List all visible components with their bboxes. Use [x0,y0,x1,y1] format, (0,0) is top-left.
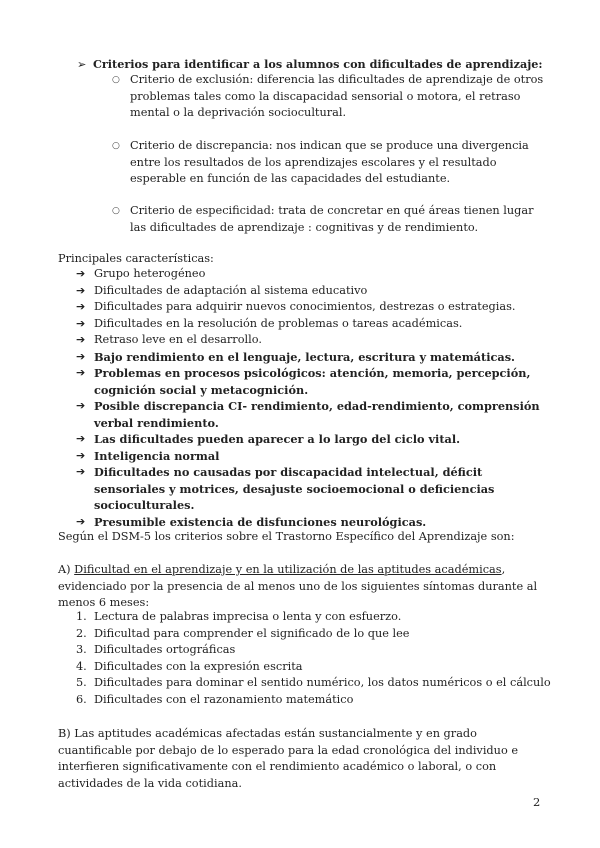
arrow-right-icon: ➔ [76,267,86,280]
list-item [76,514,556,531]
arrow-right-icon: ➔ [76,333,86,346]
list-item [76,365,556,398]
list-item [76,692,556,709]
page-number: 2 [533,795,541,809]
section-a-rest: , evidenciado por la presencia de al menos uno de los siguientes síntomas durante al menos 6 meses: [58,563,538,609]
list-item [76,431,556,448]
dsm-intro: Según el DSM-5 los criterios sobre el Trastorno Específico del Aprendizaje son: [58,530,515,543]
symptoms-list [76,609,556,708]
list-item [76,316,556,333]
characteristic-text: Dificultades no causadas por discapacidad intelectual, déficit sensoriales y motrices, desajuste socioemocional o deficiencias socioculturales. [94,465,495,512]
criteria-heading-text: Criterios para identificar a los alumnos con dificultades de aprendizaje: [93,57,543,71]
symptom-text: Dificultades con la expresión escrita [94,659,303,673]
arrow-right-icon: ➔ [76,448,86,462]
criteria-list [112,203,552,236]
arrow-right-icon: ➔ [76,432,86,445]
list-number: 2. [76,626,87,640]
characteristic-text: Bajo rendimiento en el lenguaje, lectura, escritura y matemáticas. [94,349,515,364]
arrow-right-icon: ➔ [76,366,86,379]
criterion-text: Criterio de especificidad: trata de concretar en qué áreas tienen lugar las dificultades de aprendizaje : cognitivas y de rendimiento. [130,204,534,234]
symptom-text: Dificultades con el razonamiento matemático [94,692,354,706]
symptom-text: Dificultad para comprender el significado de lo que lee [94,626,410,640]
arrow-right-icon: ➔ [76,316,86,330]
characteristic-text: Retraso leve en el desarrollo. [94,333,262,346]
criteria-list [112,138,552,188]
section-a [58,562,548,612]
list-number: 3. [76,643,87,656]
circle-bullet-icon: ○ [112,141,120,151]
list-item [112,203,552,236]
arrow-right-icon: ➔ [76,300,86,313]
list-number: 6. [76,692,87,706]
list-item [76,642,556,659]
circle-bullet-icon: ○ [112,206,120,216]
circle-bullet-icon: ○ [112,75,120,85]
list-number: 4. [76,659,87,673]
criteria-heading [77,56,557,74]
section-a-underlined: Dificultad en el aprendizaje y en la utilización de las aptitudes académicas [74,563,502,576]
list-number: 5. [76,676,87,689]
list-item [76,299,556,316]
symptom-text: Lectura de palabras imprecisa o lenta y con esfuerzo. [94,610,402,623]
section-a-prefix: A) [58,563,75,576]
arrow-right-icon: ➔ [76,465,86,478]
list-item [112,72,552,122]
characteristic-text: Dificultades en la resolución de problemas o tareas académicas. [94,316,463,330]
characteristic-text: Grupo heterogéneo [94,267,206,280]
list-item [76,659,556,676]
list-item [76,448,556,465]
characteristic-text: Dificultades de adaptación al sistema educativo [94,283,368,297]
list-item [76,349,556,366]
list-item [76,675,556,692]
arrowhead-bullet-icon: ➢ [77,58,87,71]
list-number: 1. [76,610,87,623]
list-item [76,398,556,431]
arrow-right-icon: ➔ [76,399,86,412]
list-item [76,609,556,626]
arrow-right-icon: ➔ [76,349,86,363]
characteristics-title: Principales características: [58,252,214,265]
criterion-text: Criterio de exclusión: diferencia las dificultades de aprendizaje de otros problemas tales como la discapacidad sensorial o motora, el retraso mental o la deprivación sociocultural. [130,73,544,119]
symptom-text: Dificultades para dominar el sentido numérico, los datos numéricos o el cálculo [94,676,551,689]
list-item [76,464,556,514]
list-item [112,138,552,188]
characteristic-text: Las dificultades pueden aparecer a lo largo del ciclo vital. [94,432,461,446]
symptom-text: Dificultades ortográficas [94,643,236,656]
list-item [76,283,556,300]
arrow-right-icon: ➔ [76,514,86,528]
characteristic-text: Problemas en procesos psicológicos: atención, memoria, percepción, cognición social y metacognición. [94,366,531,397]
characteristic-text: Presumible existencia de disfunciones neurológicas. [94,514,427,529]
list-item [76,626,556,643]
arrow-right-icon: ➔ [76,283,86,297]
characteristic-text: Posible discrepancia CI- rendimiento, edad-rendimiento, comprensión verbal rendimiento. [94,399,540,430]
criterion-text: Criterio de discrepancia: nos indican que se produce una divergencia entre los resultados de los aprendizajes escolares y el resultado esperable en función de las capacidades del estudiante. [130,139,529,185]
section-b: B) Las aptitudes académicas afectadas están sustancialmente y en grado cuantificable por debajo de lo esperado para la edad cronológica del individuo e interfieren significativamente con el rendimiento académico o laboral, o con actividades de la vida cotidiana. [58,727,519,790]
characteristics-list [76,266,556,530]
characteristic-text: Dificultades para adquirir nuevos conocimientos, destrezas o estrategias. [94,300,516,313]
list-item [76,266,556,283]
criteria-list [112,72,552,122]
list-item [76,332,556,349]
characteristic-text: Inteligencia normal [94,448,220,463]
